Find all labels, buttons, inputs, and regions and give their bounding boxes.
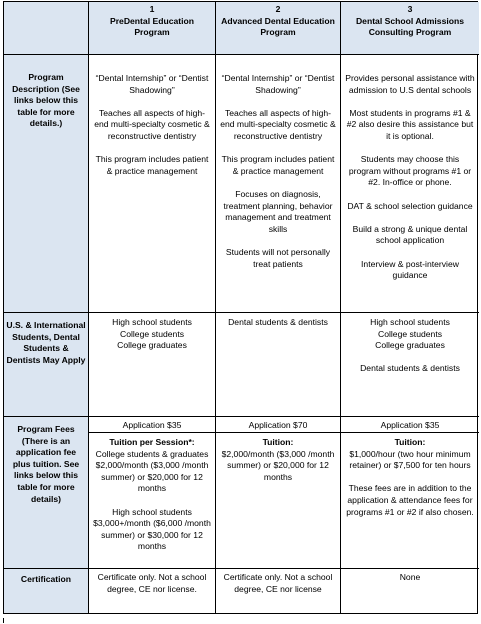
row-label-fees: Program Fees (There is an application fee plus tuition. See links below this table for more details) [4, 417, 89, 569]
eligibility-item: College students [119, 328, 185, 339]
eligibility-item: College students [377, 328, 443, 339]
certification-program-1: Certificate only. Not a school degree, CE nor license. [89, 569, 216, 613]
application-fee: Application $35 [89, 420, 215, 433]
description-text: Most students in programs #1 & #2 also desire this assistance but it is optional. [346, 107, 474, 141]
tuition-text: College students & graduates $2,000/month ($3,000 /month summer) or $20,000 for 12 months [95, 448, 209, 494]
tuition-heading: Tuition per Session*: [109, 437, 195, 447]
eligibility-program-1 [89, 313, 216, 417]
fees-program-3 [341, 417, 479, 569]
fees-program-1 [89, 417, 216, 569]
header-title: PreDental Education Program [109, 15, 195, 38]
description-text: Build a strong & unique dental school application [352, 223, 468, 246]
description-text: Students will not personally treat patients [225, 246, 331, 269]
row-label-eligibility: U.S. & International Students, Dental Students & Dentists May Apply [4, 313, 89, 417]
row-label-description: Program Description (See links below this table for more details.) [4, 55, 89, 313]
eligibility-item: College graduates [375, 340, 445, 351]
certification-program-2: Certificate only. Not a school degree, CE nor license [216, 569, 341, 613]
description-text: “Dental Internship” or “Dentist Shadowing” [95, 73, 209, 95]
description-text: This program includes patient & practice management [221, 154, 335, 176]
description-text: Students may choose this program without programs #1 or #2. In-office or phone. [348, 154, 472, 188]
tuition-text: High school students $3,000+/month ($6,000 /month summer) or $30,000 for 12 months [93, 506, 211, 552]
tuition-heading: Tuition: [394, 437, 426, 447]
tuition-heading: Tuition: [262, 437, 294, 447]
eligibility-program-2 [216, 313, 341, 417]
table-corner-cell [4, 2, 89, 55]
description-text: Teaches all aspects of high-end multi-specialty cosmetic & reconstructive dentistry [220, 107, 336, 141]
eligibility-item: College graduates [117, 340, 187, 351]
application-fee: Application $35 [341, 420, 479, 433]
tuition-text: $1,000/hour (two hour minimum retainer) or $7,500 for ten hours [349, 448, 471, 471]
header-program-1 [89, 2, 216, 55]
eligibility-program-3 [341, 313, 479, 417]
eligibility-item: Dental students & dentists [360, 363, 460, 374]
fees-note: These fees are in addition to the application & attendance fees for programs #1 or #2 if also chosen. [346, 483, 474, 517]
row-label-certification: Certification [4, 569, 89, 613]
header-title: Advanced Dental Education Program [221, 15, 335, 38]
programs-table [3, 1, 478, 614]
header-number: 3 [407, 4, 413, 14]
eligibility-item: High school students [370, 317, 450, 327]
eligibility-item: Dental students & dentists [228, 317, 328, 327]
header-title: Dental School Admissions Consulting Program [355, 15, 465, 38]
description-text: Focuses on diagnosis, treatment planning, behavior management and treatment skills [223, 188, 333, 234]
eligibility-item: High school students [112, 317, 192, 327]
description-program-2 [216, 55, 341, 313]
description-text: “Dental Internship” or “Dentist Shadowing” [221, 73, 335, 95]
description-program-1 [89, 55, 216, 313]
application-fee: Application $70 [216, 420, 340, 433]
description-program-3 [341, 55, 479, 313]
description-text: Interview & post-interview guidance [361, 258, 459, 281]
header-number: 2 [275, 4, 281, 14]
header-number: 1 [149, 4, 155, 14]
description-text: This program includes patient & practice management [95, 154, 209, 176]
description-text: Teaches all aspects of high-end multi-specialty cosmetic & reconstructive dentistry [94, 107, 210, 141]
description-text: Provides personal assistance with admission to U.S dental schools [345, 73, 475, 95]
tuition-text: $2,000/month ($3,000 /month summer) or $20,000 for 12 months [221, 448, 335, 482]
page-edge-mark [3, 618, 4, 623]
header-program-2 [216, 2, 341, 55]
description-text: DAT & school selection guidance [347, 200, 473, 211]
header-program-3 [341, 2, 479, 55]
certification-program-3: None [399, 572, 421, 582]
fees-program-2 [216, 417, 341, 569]
